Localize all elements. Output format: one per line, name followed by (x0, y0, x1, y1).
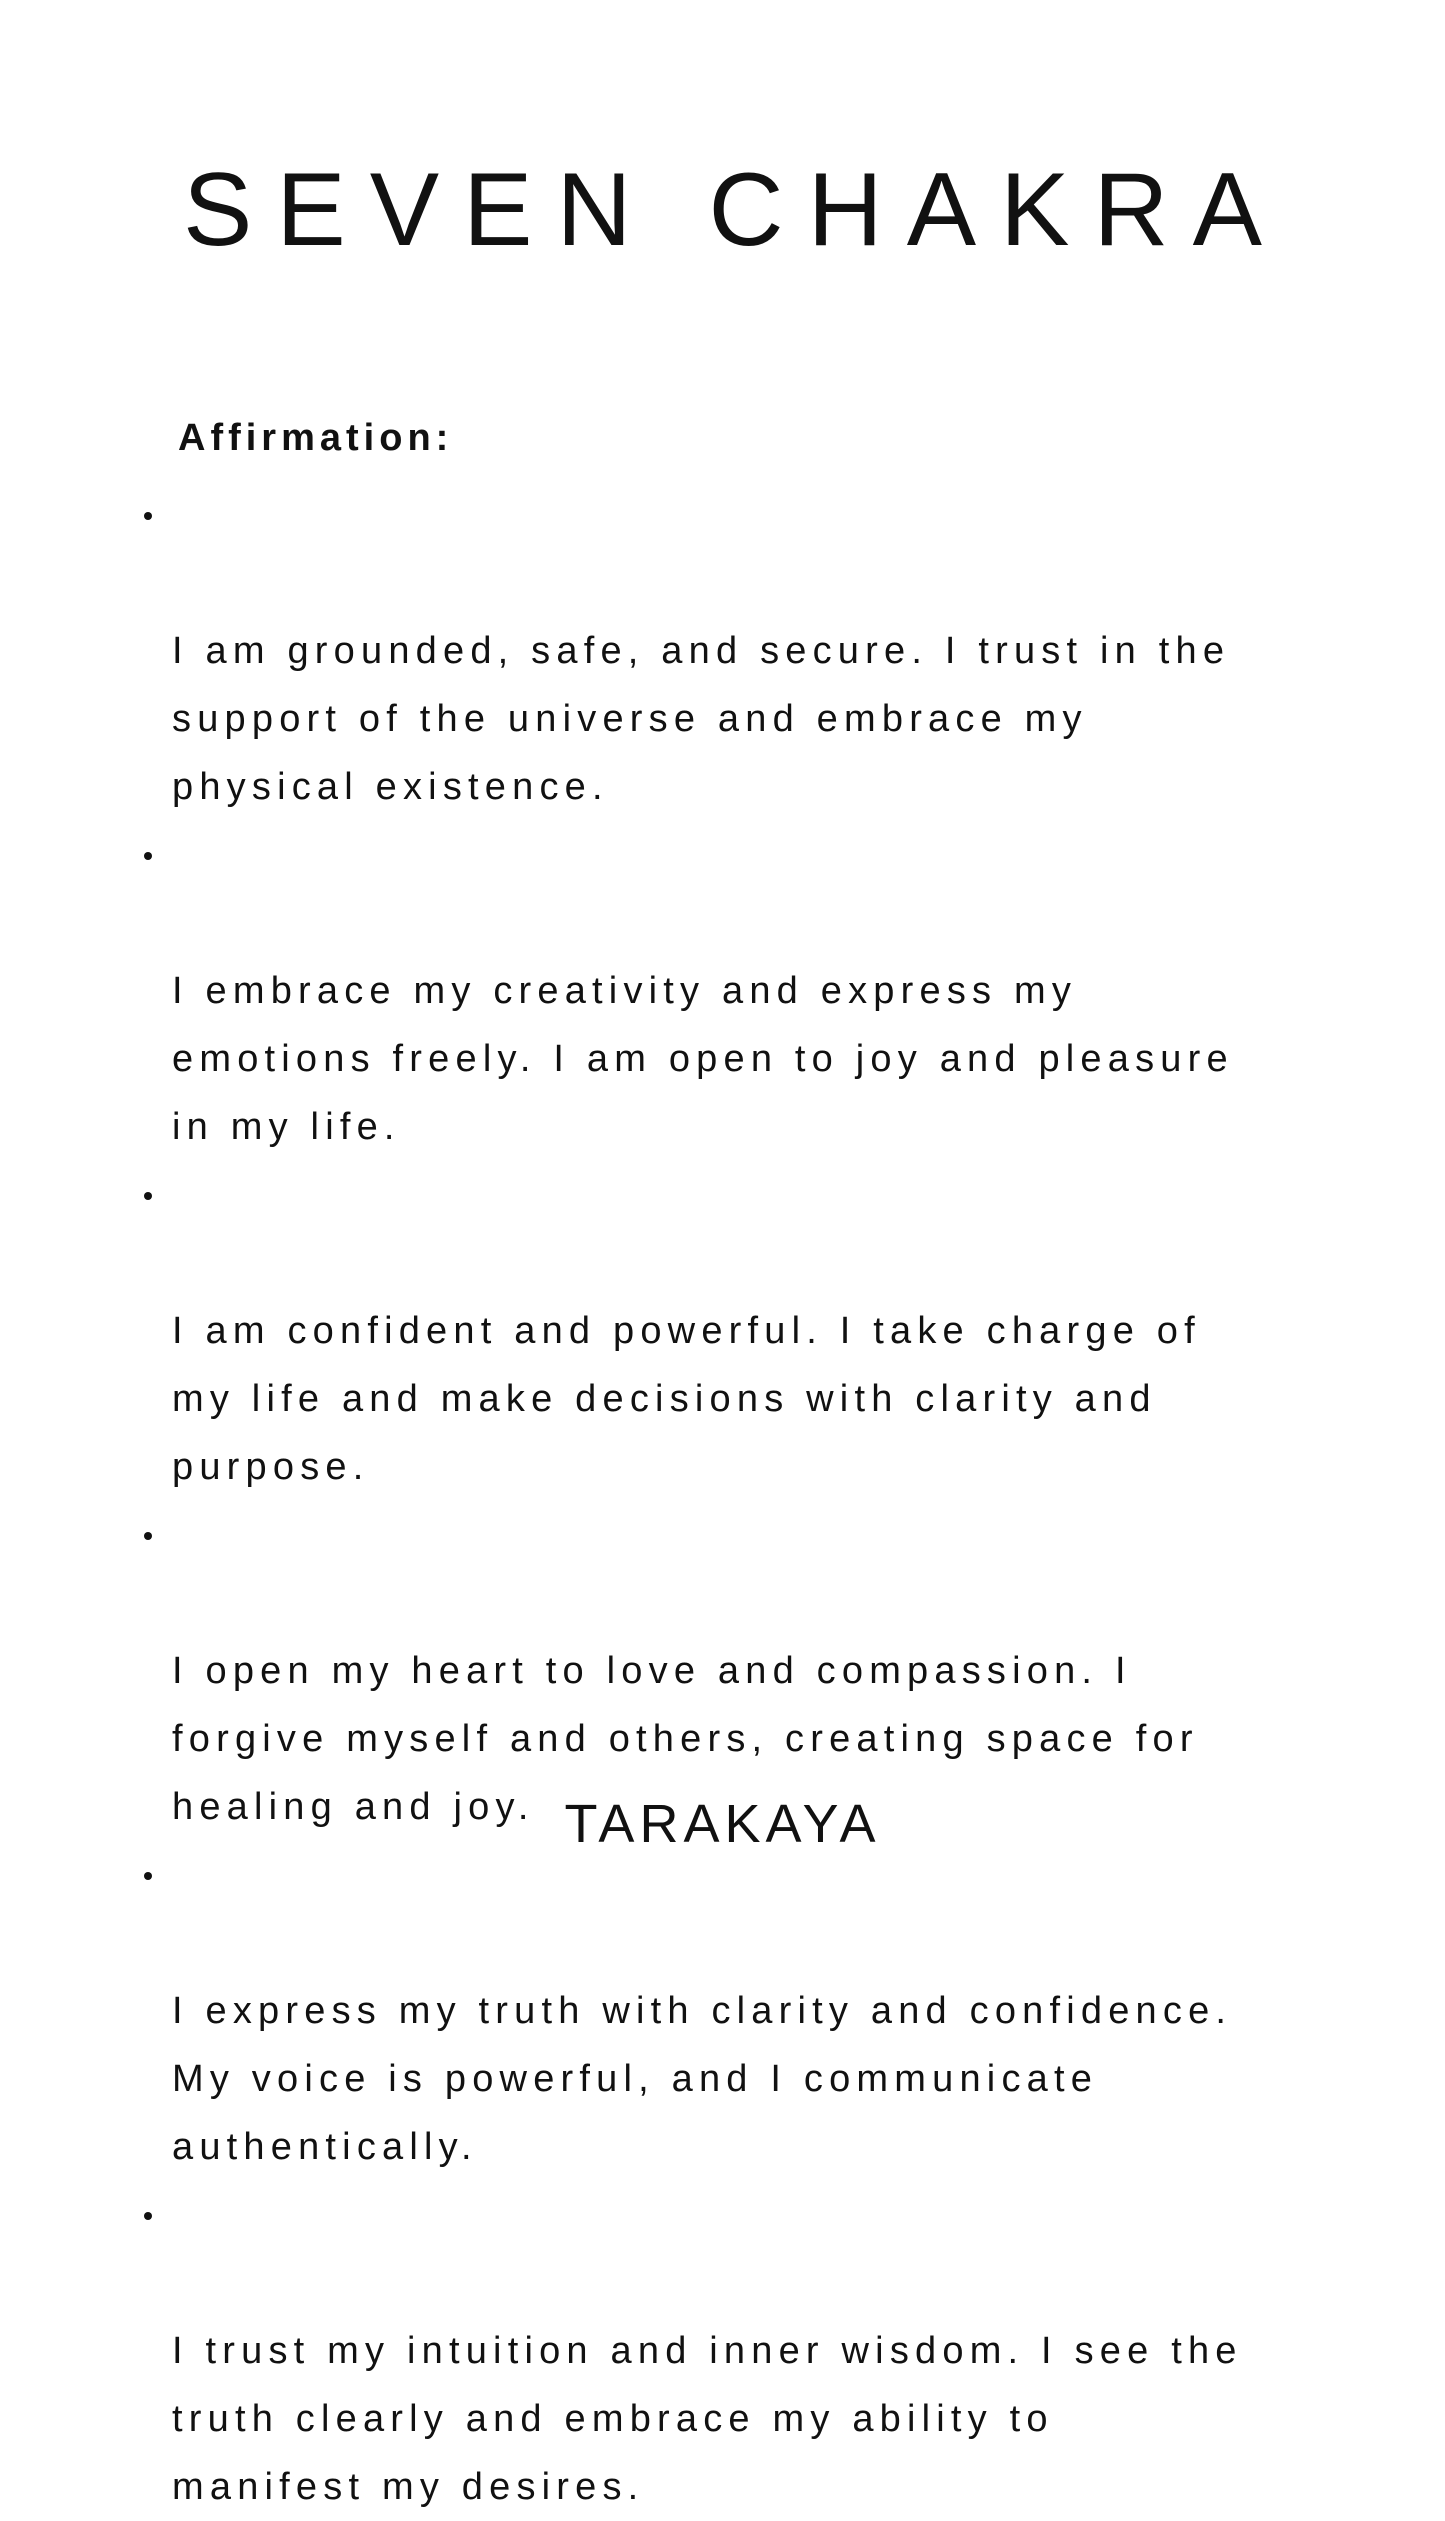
affirmation-text: I am grounded, safe, and secure. I trust in the support of the universe and embrace my physical existence. (172, 630, 1231, 808)
list-item (172, 1501, 1352, 1841)
bullet-icon (144, 852, 152, 860)
affirmation-text: I express my truth with clarity and confidence. My voice is powerful, and I communicate authentically. (172, 1990, 1233, 2168)
brand-name: TARAKAYA (564, 1794, 881, 1854)
list-item (172, 481, 1352, 821)
list-item (172, 821, 1352, 1161)
bullet-icon (144, 1192, 152, 1200)
list-item (172, 1841, 1352, 2181)
affirmation-text: I trust my intuition and inner wisdom. I see the truth clearly and embrace my ability to manifest my desires. (172, 2330, 1243, 2508)
bullet-icon (144, 1872, 152, 1880)
affirmation-list (172, 481, 1352, 2521)
affirmation-heading: Affirmation: (178, 417, 454, 459)
list-item (172, 1161, 1352, 1501)
affirmation-text: I embrace my creativity and express my emotions freely. I am open to joy and pleasure in my life. (172, 970, 1234, 1148)
page-title: SEVEN CHAKRA (183, 152, 1286, 268)
bullet-icon (144, 512, 152, 520)
list-item (172, 2181, 1352, 2521)
affirmation-text: I open my heart to love and compassion. I forgive myself and others, creating space for healing and joy. (172, 1650, 1199, 1828)
bullet-icon (144, 1532, 152, 1540)
affirmation-text: I am confident and powerful. I take charge of my life and make decisions with clarity and purpose. (172, 1310, 1201, 1488)
bullet-icon (144, 2212, 152, 2220)
